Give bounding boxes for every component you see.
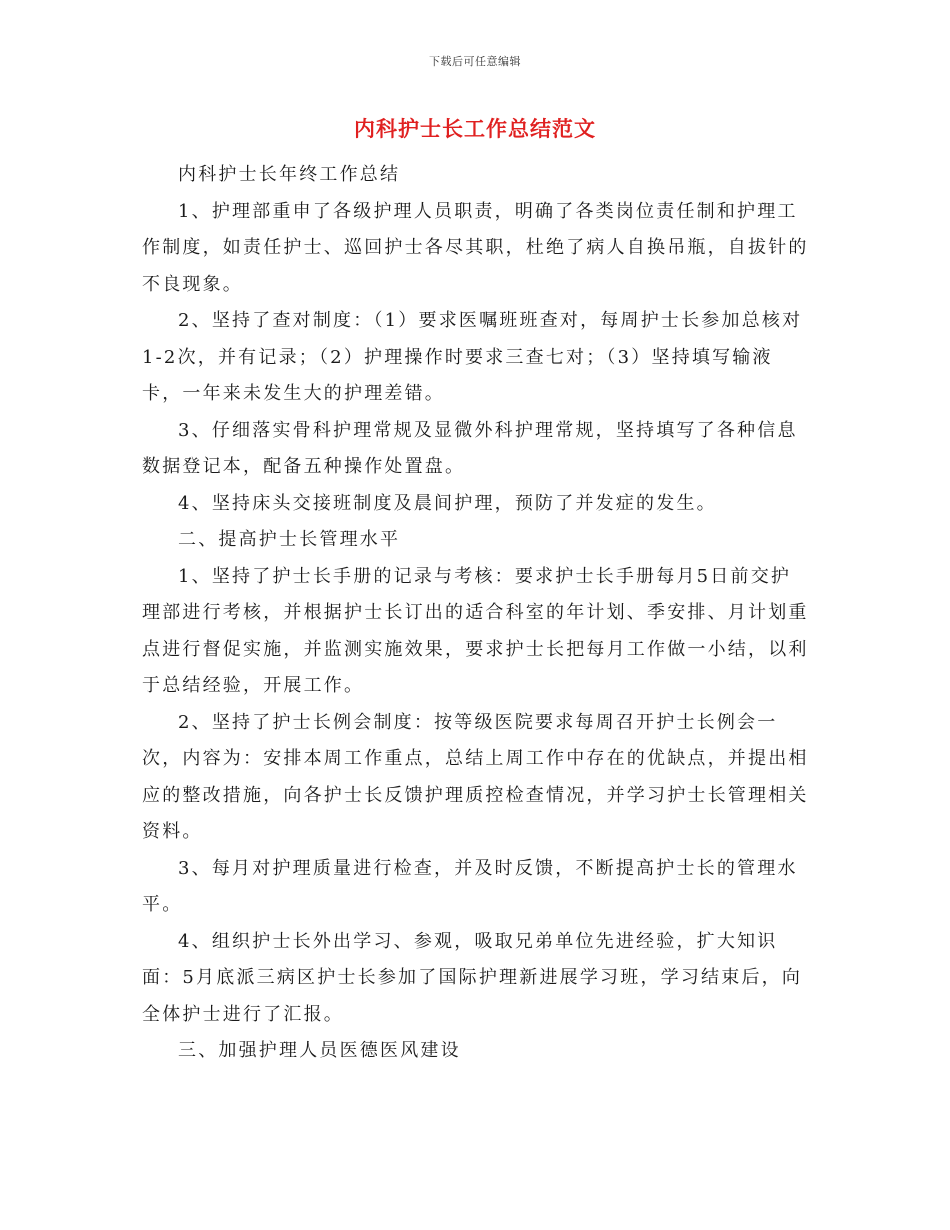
paragraph-item-3-quality-inspection: 3、每月对护理质量进行检查，并及时反馈，不断提高护士长的管理水平。 bbox=[142, 857, 798, 915]
paragraph-item-1-responsibilities: 1、护理部重申了各级护理人员职责，明确了各类岗位责任制和护理工作制度，如责任护士、巡回护士各尽其职，杜绝了病人自换吊瓶，自拔针的不良现象。 bbox=[142, 200, 809, 295]
paragraph-item-2-weekly-meeting: 2、坚持了护士长例会制度：按等级医院要求每周召开护士长例会一次，内容为：安排本周工作重点，总结上周工作中存在的优缺点，并提出相应的整改措施，向各护士长反馈护理质控检查情况，并学习护士长管理相关资料。 bbox=[142, 711, 809, 842]
section-heading-year-end-summary: 内科护士长年终工作总结 bbox=[178, 164, 401, 185]
section-heading-medical-ethics: 三、加强护理人员医德医风建设 bbox=[178, 1040, 461, 1061]
document-title: 内科护士长工作总结范文 bbox=[354, 116, 596, 141]
paragraph-item-3-nursing-routines: 3、仔细落实骨科护理常规及显微外科护理常规，坚持填写了各种信息数据登记本，配备五种操作处置盘。 bbox=[142, 419, 798, 477]
section-heading-management-level: 二、提高护士长管理水平 bbox=[178, 529, 401, 550]
page-header-note: 下载后可任意编辑 bbox=[429, 55, 521, 68]
document-body bbox=[142, 157, 810, 1070]
paragraph-item-2-checking-system: 2、坚持了查对制度：（1）要求医嘱班班查对，每周护士长参加总核对1-2次，并有记录；（2）护理操作时要求三查七对；（3）坚持填写输液卡，一年来未发生大的护理差错。 bbox=[142, 310, 803, 404]
paragraph-item-4-external-study: 4、组织护士长外出学习、参观，吸取兄弟单位先进经验，扩大知识面：5月底派三病区护士长参加了国际护理新进展学习班，学习结束后，向全体护士进行了汇报。 bbox=[142, 930, 803, 1025]
paragraph-item-1-head-nurse-manual: 1、坚持了护士长手册的记录与考核：要求护士长手册每月5日前交护理部进行考核，并根据护士长订出的适合科室的年计划、季安排、月计划重点进行督促实施，并监测实施效果，要求护士长把每月工作做一小结，以利于总结经验，开展工作。 bbox=[142, 565, 809, 696]
paragraph-item-4-shift-handover: 4、坚持床头交接班制度及晨间护理，预防了并发症的发生。 bbox=[178, 492, 717, 514]
